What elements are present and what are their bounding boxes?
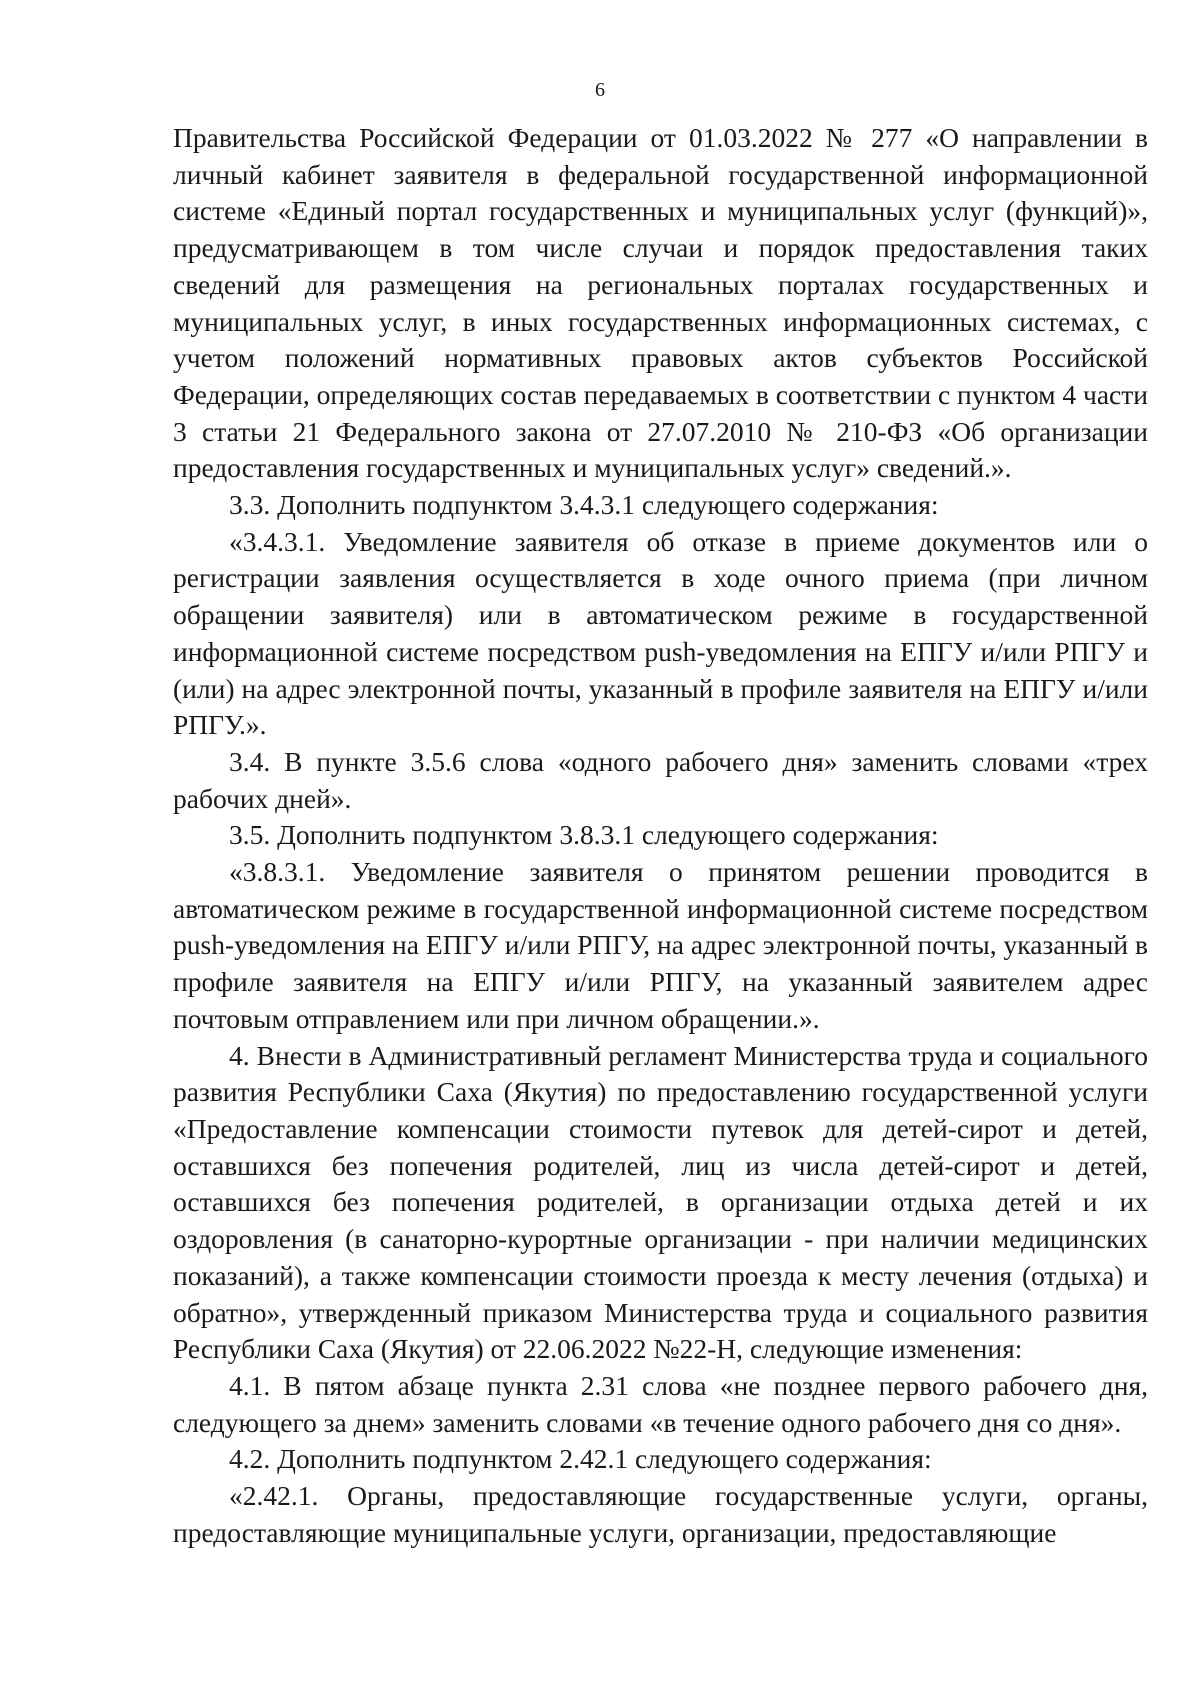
paragraph-3-5: 3.5. Дополнить подпунктом 3.8.3.1 следующего содержания: bbox=[229, 819, 939, 851]
paragraph-4-2: 4.2. Дополнить подпунктом 2.42.1 следующего содержания: bbox=[229, 1443, 932, 1475]
document-body bbox=[173, 120, 1148, 1551]
page-number: 6 bbox=[595, 79, 605, 101]
paragraph-4: 4. Внести в Административный регламент Министерства труда и социального развития Республики Саха (Якутия) по предоставлению государственной услуги «Предоставление компенсации стоимости путевок для детей-сирот и детей, оставшихся без попечения родителей, лиц из числа детей-сирот и детей, оставшихся без попечения родителей, в организации отдыха детей и их оздоровления (в санаторно-курортные организации - при наличии медицинских показаний), а также компенсации стоимости проезда к месту лечения (отдыха) и обратно», утвержденный приказом Министерства труда и социального развития Республики Саха (Якутия) от 22.06.2022 №22-Н, следующие изменения: bbox=[173, 1039, 1148, 1365]
paragraph-3-8-3-1: «3.8.3.1. Уведомление заявителя о принятом решении проводится в автоматическом режиме в государственной информационной системе посредством push-уведомления на ЕПГУ и/или РПГУ, на адрес электронной почты, указанный в профиле заявителя на ЕПГУ и/или РПГУ, на указанный заявителем адрес почтовым отправлением или при личном обращении.». bbox=[173, 856, 1148, 1034]
paragraph-3-4-3-1: «3.4.3.1. Уведомление заявителя об отказе в приеме документов или о регистрации заявления осуществляется в ходе очного приема (при личном обращении заявителя) или в автоматическом режиме в государственной информационной системе посредством push-уведомления на ЕПГУ и/или РПГУ и (или) на адрес электронной почты, указанный в профиле заявителя на ЕПГУ и/или РПГУ.». bbox=[173, 525, 1148, 741]
paragraph-4-1: 4.1. В пятом абзаце пункта 2.31 слова «не позднее первого рабочего дня, следующего за днем» заменить словами «в течение одного рабочего дня со дня». bbox=[173, 1369, 1148, 1438]
paragraph-continuation: Правительства Российской Федерации от 01.03.2022 № 277 «О направлении в личный кабинет заявителя в федеральной государственной информационной системе «Единый портал государственных и муниципальных услуг (функций)», предусматривающем в том числе случаи и порядок предоставления таких сведений для размещения на региональных порталах государственных и муниципальных услуг, в иных государственных информационных системах, с учетом положений нормативных правовых актов субъектов Российской Федерации, определяющих состав передаваемых в соответствии с пунктом 4 части 3 статьи 21 Федерального закона от 27.07.2010 № 210-ФЗ «Об организации предоставления государственных и муниципальных услуг» сведений.». bbox=[173, 122, 1148, 484]
paragraph-3-4: 3.4. В пункте 3.5.6 слова «одного рабочего дня» заменить словами «трех рабочих дней». bbox=[173, 745, 1148, 814]
paragraph-2-42-1: «2.42.1. Органы, предоставляющие государственные услуги, органы, предоставляющие муниципальные услуги, организации, предоставляющие bbox=[173, 1480, 1148, 1548]
paragraph-3-3: 3.3. Дополнить подпунктом 3.4.3.1 следующего содержания: bbox=[229, 489, 939, 521]
